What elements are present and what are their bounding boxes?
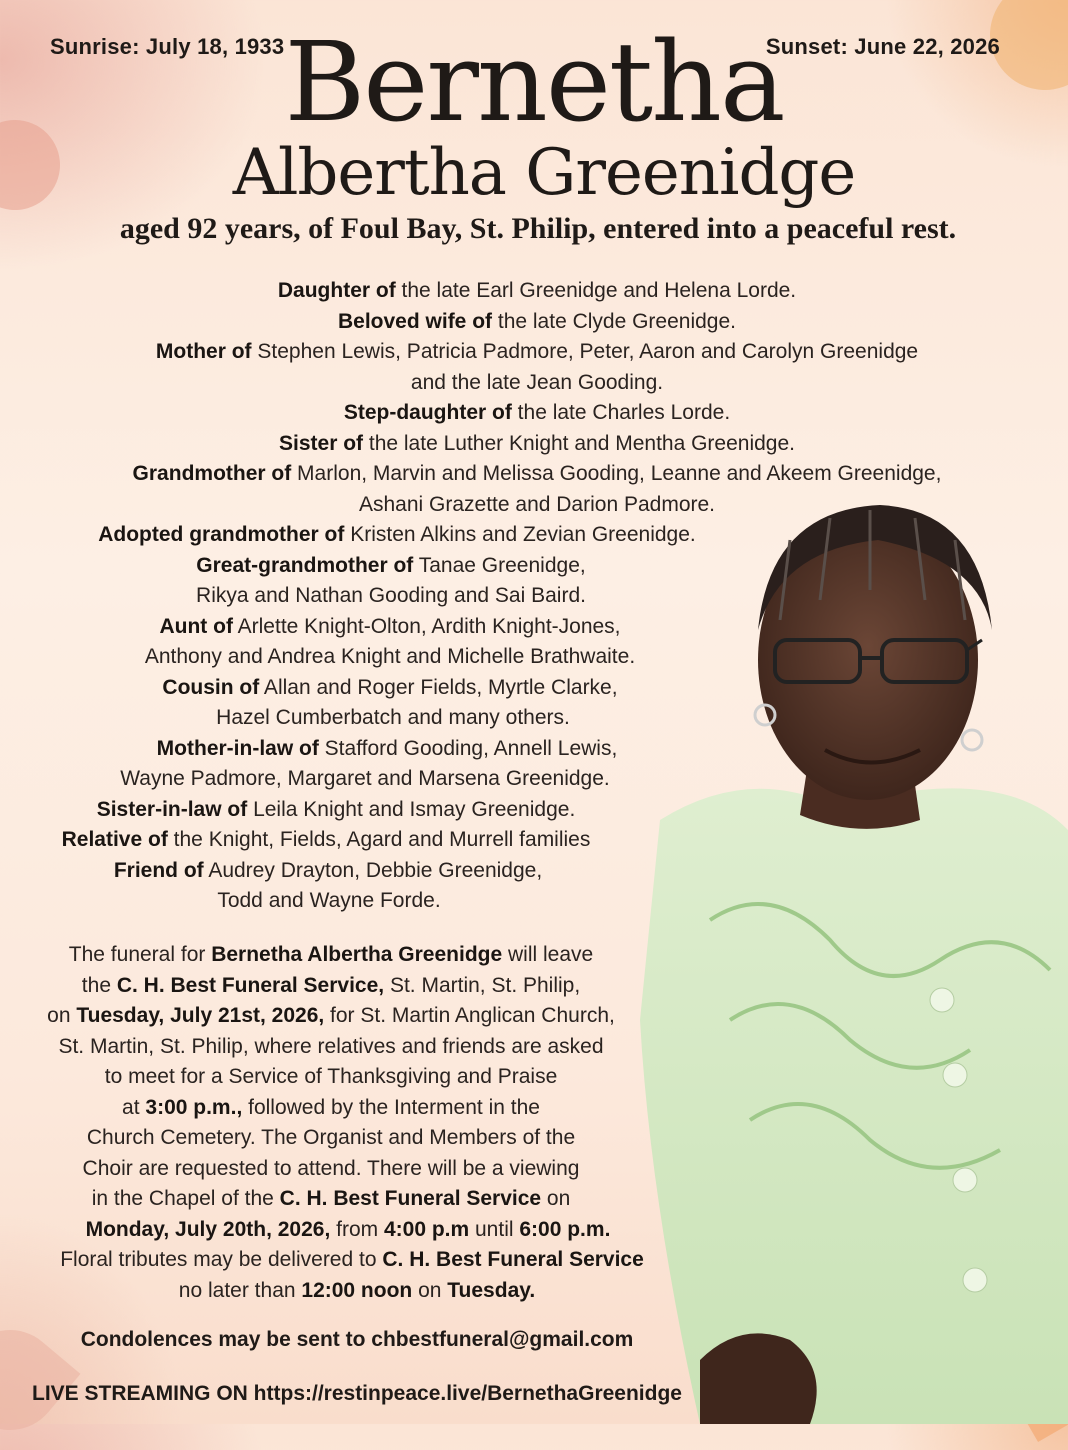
text: the late Luther Knight and Mentha Greenidge. [363, 431, 795, 455]
bold-text: Mother of [155, 340, 252, 363]
bold-text: 3:00 p.m., [145, 1095, 243, 1119]
text: Arlette Knight-Olton, Ardith Knight-Jones, [232, 614, 621, 638]
text: to meet for a Service of Thanksgiving and Praise [104, 1065, 558, 1088]
bold-text: Daughter of [277, 279, 396, 302]
condolences-line: Condolences may be sent to chbestfuneral@gmail.com [80, 1328, 634, 1351]
bold-text: Aunt of [159, 614, 233, 638]
bold-text: Sister-in-law of [96, 797, 248, 821]
funeral-line [69, 940, 593, 970]
funeral-line [83, 1154, 580, 1184]
relation-line [279, 429, 795, 459]
text: and the late Jean Gooding. [410, 370, 664, 394]
relation-line [338, 307, 736, 337]
relation-line [216, 703, 570, 733]
text: Rikya and Nathan Gooding and Sai Baird. [196, 584, 586, 607]
text: Kristen Alkins and Zevian Greenidge. [344, 523, 696, 546]
relation-line [145, 642, 635, 672]
text: Ashani Grazette and Darion Padmore. [358, 492, 716, 516]
relation-line [359, 490, 715, 520]
relation-line [344, 398, 730, 428]
text: until [469, 1217, 520, 1241]
relation-line [196, 581, 586, 611]
bold-text: C. H. Best Funeral Service, [116, 973, 385, 997]
text: Church Cemetery. The Organist and Members of the [86, 1126, 576, 1149]
text: the late Charles Lorde. [511, 401, 731, 424]
bold-text: Step-daughter of [343, 401, 512, 424]
relation-line [217, 886, 440, 916]
sunset-date: Sunset: June 22, 2026 [765, 34, 1000, 59]
text: the Knight, Fields, Agard and Murrell families [167, 828, 591, 851]
text: at [122, 1095, 146, 1119]
text: will leave [502, 943, 594, 966]
full-name-heading: Albertha Greenidge [232, 136, 856, 210]
first-name-heading: Bernetha [284, 18, 784, 146]
live-streaming-line: LIVE STREAMING ON https://restinpeace.live/BernethaGreenidge [32, 1382, 682, 1405]
bold-text: Tuesday. [447, 1278, 536, 1302]
text: Choir are requested to attend. There will be a viewing [82, 1156, 580, 1180]
bold-text: 6:00 p.m. [519, 1217, 611, 1241]
text: Allan and Roger Fields, Myrtle Clarke, [259, 675, 618, 699]
relation-line [120, 764, 609, 794]
text: Hazel Cumberbatch and many others. [216, 706, 570, 729]
bold-text: C. H. Best Funeral Service [382, 1248, 644, 1271]
relation-line [156, 337, 918, 367]
funeral-line [47, 1001, 615, 1031]
text: on [541, 1187, 571, 1210]
bold-text: Friend of [113, 858, 204, 882]
text: for St. Martin Anglican Church, [324, 1004, 615, 1027]
text: followed by the Interment in the [242, 1095, 540, 1119]
text: from [330, 1217, 384, 1241]
bold-text: Beloved wife of [337, 309, 493, 333]
sunrise-date: Sunrise: July 18, 1933 [50, 34, 285, 59]
funeral-line [122, 1093, 540, 1123]
text: Todd and Wayne Forde. [217, 889, 441, 912]
funeral-line [105, 1062, 558, 1092]
text: Floral tributes may be delivered to [60, 1248, 383, 1271]
funeral-line [86, 1215, 611, 1245]
relation-line [411, 368, 663, 398]
age-residence-line: aged 92 years, of Foul Bay, St. Philip, entered into a peaceful rest. [119, 212, 957, 245]
funeral-line [179, 1276, 535, 1306]
text: on [412, 1278, 448, 1302]
relation-line [157, 734, 618, 764]
text: St. Martin, St. Philip, where relatives and friends are asked [58, 1034, 604, 1058]
funeral-line [58, 1032, 603, 1062]
funeral-line [82, 971, 580, 1001]
relation-line [114, 856, 542, 886]
text: Wayne Padmore, Margaret and Marsena Greenidge. [120, 767, 610, 790]
funeral-line [60, 1245, 644, 1275]
flower-decoration [0, 1310, 80, 1450]
bold-text: Adopted grandmother of [98, 523, 345, 546]
text: Stafford Gooding, Annell Lewis, [318, 736, 618, 760]
relation-line [97, 795, 576, 825]
text: St. Martin, St. Philip, [384, 973, 581, 997]
portrait-photo [620, 500, 1068, 1424]
bold-text: Cousin of [162, 675, 260, 699]
text: Leila Knight and Ismay Greenidge. [247, 797, 576, 821]
text: no later than [178, 1278, 302, 1302]
text: Audrey Drayton, Debbie Greenidge, [203, 858, 543, 882]
bold-text: Grandmother of [132, 462, 292, 485]
text: Stephen Lewis, Patricia Padmore, Peter, Aaron and Carolyn Greenidge [251, 340, 919, 363]
bold-text: 12:00 noon [301, 1278, 413, 1302]
relation-line [278, 276, 796, 306]
text: the late Clyde Greenidge. [492, 309, 737, 333]
bold-text: Great-grandmother of [196, 553, 414, 577]
text: Anthony and Andrea Knight and Michelle Brathwaite. [144, 645, 636, 668]
bold-text: Sister of [279, 431, 364, 455]
text: the [81, 973, 117, 997]
text: Tanae Greenidge, [413, 553, 586, 577]
relation-line [196, 551, 585, 581]
text: on [47, 1004, 77, 1027]
relation-line [159, 612, 620, 642]
text: in the Chapel of the [91, 1187, 280, 1210]
text: Marlon, Marvin and Melissa Gooding, Leanne and Akeem Greenidge, [291, 462, 942, 485]
bold-text: Bernetha Albertha Greenidge [211, 943, 503, 966]
bold-text: C. H. Best Funeral Service [279, 1187, 542, 1210]
bold-text: Tuesday, July 21st, 2026, [76, 1004, 325, 1027]
bold-text: Monday, July 20th, 2026, [85, 1217, 331, 1241]
text: the late Earl Greenidge and Helena Lorde. [395, 279, 797, 302]
funeral-line [92, 1184, 571, 1214]
relation-line [62, 825, 591, 855]
relation-line [162, 673, 617, 703]
relation-line [133, 459, 942, 489]
relation-line [98, 520, 696, 550]
bold-text: Relative of [61, 828, 168, 851]
text: The funeral for [68, 943, 212, 966]
bold-text: 4:00 p.m [383, 1217, 470, 1241]
funeral-line [87, 1123, 575, 1153]
bold-text: Mother-in-law of [156, 736, 319, 760]
